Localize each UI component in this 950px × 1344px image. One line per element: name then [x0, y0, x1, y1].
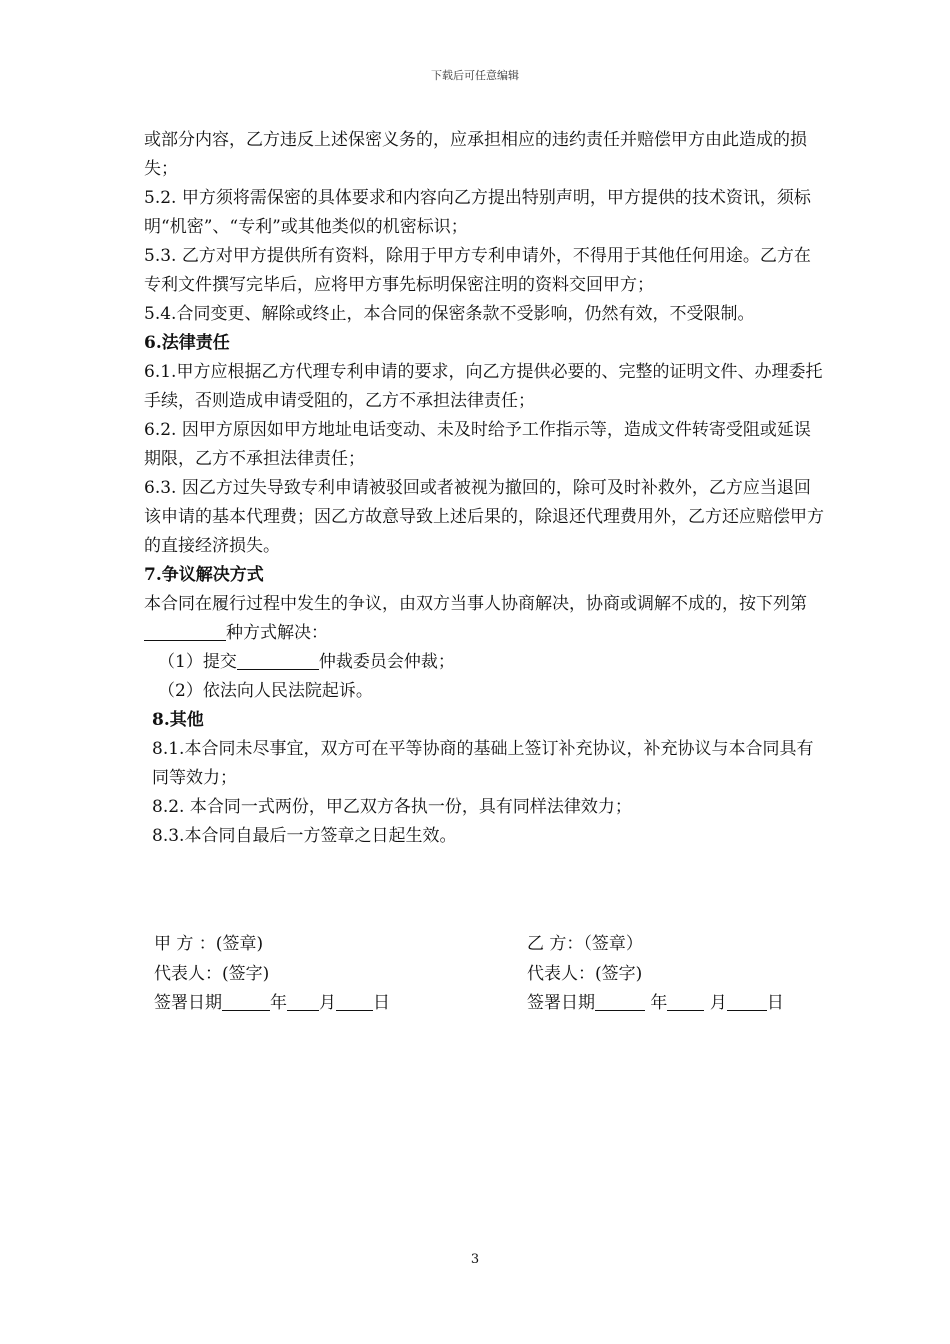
month-label: 月 — [319, 993, 336, 1013]
clause-8-2: 8.2. 本合同一式两份，甲乙双方各执一份，具有同样法律效力； — [152, 797, 632, 817]
clause-5-3: 5.3. 乙方对甲方提供所有资料，除用于甲方专利申请外，不得用于其他任何用途。乙方在专利文件撰写完毕后，应将甲方事先标明保密注明的资料交回甲方； — [144, 246, 811, 295]
party-b-label: 乙 方：（签章） — [527, 934, 643, 954]
paragraph: 或部分内容，乙方违反上述保密义务的，应承担相应的违约责任并赔偿甲方由此造成的损失； — [144, 130, 807, 179]
blank-line — [144, 622, 226, 641]
clause-6-2: 6.2. 因甲方原因如甲方地址电话变动、未及时给予工作指示等，造成文件转寄受阻或延误期限，乙方不承担法律责任； — [144, 420, 811, 469]
page-header: 下载后可任意编辑 — [431, 69, 519, 82]
option-2: （2）依法向人民法院起诉。 — [158, 681, 373, 701]
page-number: 3 — [470, 1252, 480, 1267]
clause-7-text-end: 种方式解决： — [226, 623, 328, 643]
party-b-date — [527, 989, 784, 1019]
blank-line — [222, 992, 270, 1011]
blank-line — [727, 992, 767, 1011]
party-a-signature-block — [154, 930, 390, 1019]
blank-line — [336, 992, 373, 1011]
contract-body — [144, 126, 824, 851]
blank-line — [595, 992, 645, 1011]
party-a-label: 甲 方 ：(签章) — [154, 934, 264, 954]
blank-line — [287, 992, 319, 1011]
party-b-signature-block — [527, 930, 784, 1019]
option-1 — [144, 648, 824, 677]
clause-7 — [144, 590, 824, 648]
clause-6-3: 6.3. 因乙方过失导致专利申请被驳回或者被视为撤回的，除可及时补救外，乙方应当退回该申请的基本代理费；因乙方故意导致上述后果的，除退还代理费用外，乙方还应赔偿甲方的直接经济损失。 — [144, 478, 824, 556]
date-label: 签署日期 — [154, 993, 222, 1013]
party-b-representative: 代表人：(签字) — [527, 963, 643, 984]
clause-5-2: 5.2. 甲方须将需保密的具体要求和内容向乙方提出特别声明，甲方提供的技术资讯，须标明“机密”、“专利”或其他类似的机密标识； — [144, 188, 811, 237]
clause-7-text: 本合同在履行过程中发生的争议，由双方当事人协商解决，协商或调解不成的，按下列第 — [144, 594, 807, 614]
option-1-text-end: 仲裁委员会仲裁； — [318, 652, 455, 672]
clause-8-1: 8.1.本合同未尽事宜，双方可在平等协商的基础上签订补充协议，补充协议与本合同具有同等效力； — [152, 739, 814, 788]
option-1-text: （1）提交 — [158, 652, 237, 672]
clause-6-1: 6.1.甲方应根据乙方代理专利申请的要求，向乙方提供必要的、完整的证明文件、办理委托手续，否则造成申请受阻的，乙方不承担法律责任； — [144, 362, 823, 411]
month-label: 月 — [709, 993, 727, 1013]
year-label: 年 — [650, 993, 668, 1013]
blank-line — [667, 992, 704, 1011]
day-label: 日 — [766, 993, 784, 1013]
section-heading-8: 8.其他 — [152, 710, 204, 730]
day-label: 日 — [373, 993, 390, 1013]
section-heading-6: 6.法律责任 — [144, 333, 230, 353]
clause-8-3: 8.3.本合同自最后一方签章之日起生效。 — [152, 826, 457, 846]
section-heading-7: 7.争议解决方式 — [144, 565, 264, 585]
date-label: 签署日期 — [527, 993, 595, 1013]
clause-5-4: 5.4.合同变更、解除或终止，本合同的保密条款不受影响，仍然有效，不受限制。 — [144, 304, 755, 324]
year-label: 年 — [270, 993, 287, 1013]
party-a-representative: 代表人：(签字) — [154, 963, 270, 984]
party-a-date — [154, 989, 390, 1019]
blank-line — [237, 651, 319, 670]
